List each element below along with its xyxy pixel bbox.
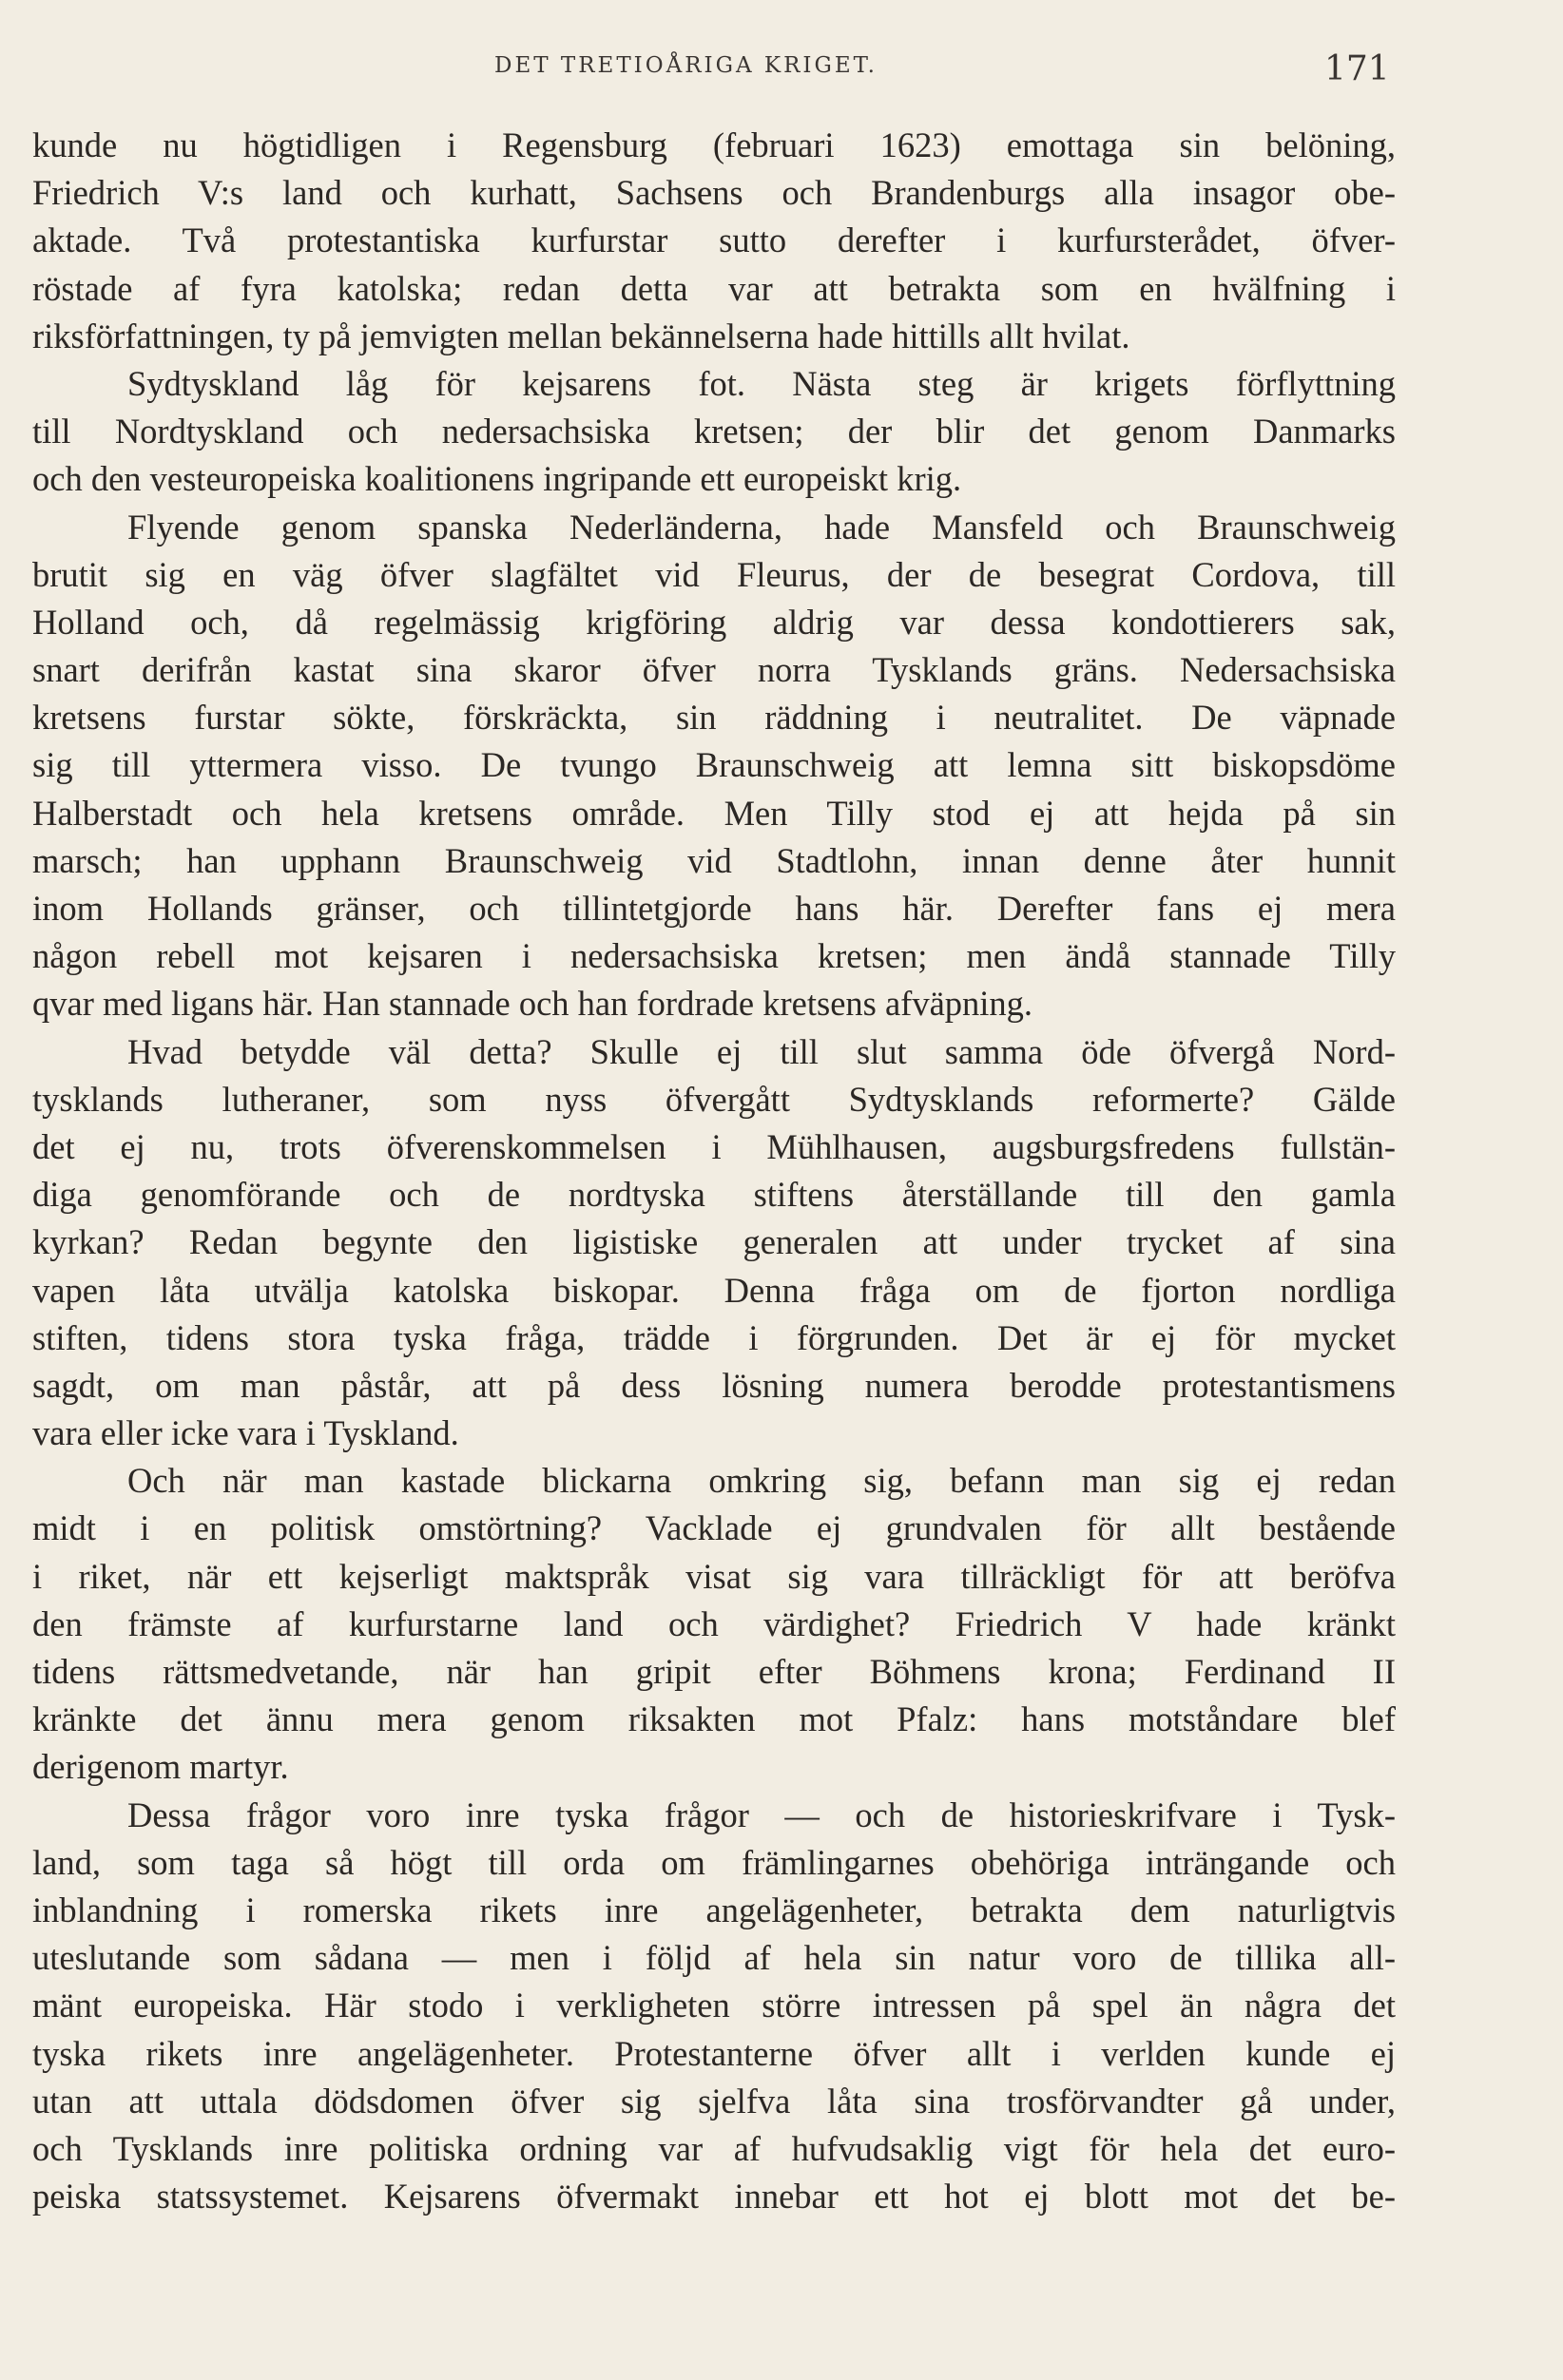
text-line: vara eller icke vara i Tyskland.: [32, 1413, 459, 1453]
text-line: brutit sig en väg öfver slagfältet vid Fleurus, der de besegrat Cordova, till: [32, 554, 1396, 594]
text-line: kränkte det ännu mera genom riksakten mot Pfalz: hans motståndare blef: [32, 1699, 1396, 1739]
text-line: till Nordtyskland och nedersachsiska kretsen; der blir det genom Danmarks: [32, 412, 1396, 451]
text-line: kretsens furstar sökte, förskräckta, sin räddning i neutralitet. De väpnade: [32, 698, 1396, 738]
text-line: vapen låta utvälja katolska biskopar. Denna fråga om de fjorton nordliga: [32, 1270, 1396, 1310]
body-text: [32, 122, 1396, 2220]
text-line: inblandning i romerska rikets inre angelägenheter, betrakta dem naturligtvis: [32, 1890, 1396, 1929]
text-line: mänt europeiska. Här stodo i verkligheten större intressen på spel än några det: [32, 1986, 1396, 2025]
text-line: det ej nu, trots öfverenskommelsen i Mühlhausen, augsburgsfredens fullstän-: [32, 1126, 1396, 1166]
text-line: utan att uttala dödsdomen öfver sig sjelfva låta sina trosförvandter gå under,: [32, 2081, 1396, 2121]
text-line: Sydtyskland låg för kejsarens fot. Nästa steg är krigets förflyttning: [127, 363, 1396, 403]
text-line: och Tysklands inre politiska ordning var af hufvudsaklig vigt för hela det euro-: [32, 2128, 1396, 2168]
text-line: kyrkan? Redan begynte den ligistiske generalen att under trycket af sina: [32, 1222, 1396, 1262]
text-line: sig till yttermera visso. De tvungo Braunschweig att lemna sitt biskopsdöme: [32, 745, 1396, 785]
text-line: tysklands lutheraner, som nyss öfvergått Sydtysklands reformerte? Gälde: [32, 1079, 1396, 1119]
text-line: diga genomförande och de nordtyska stiftens återställande till den gamla: [32, 1175, 1396, 1215]
text-line: röstade af fyra katolska; redan detta var att betrakta som en hvälfning i: [32, 268, 1396, 308]
text-line: sagdt, om man påstår, att på dess lösning numera berodde protestantismens: [32, 1365, 1396, 1405]
text-line: uteslutande som sådana — men i följd af hela sin natur voro de tillika all-: [32, 1938, 1396, 1978]
text-line: derigenom martyr.: [32, 1747, 289, 1787]
text-line: tidens rättsmedvetande, när han gripit efter Böhmens krona; Ferdinand II: [32, 1652, 1396, 1691]
text-line: Holland och, då regelmässig krigföring aldrig var dessa kondottierers sak,: [32, 602, 1396, 642]
running-head: [0, 49, 1563, 97]
text-line: i riket, när ett kejserligt maktspråk visat sig vara tillräckligt för att beröfva: [32, 1556, 1396, 1596]
page-number: 171: [1324, 49, 1390, 88]
text-line: Friedrich V:s land och kurhatt, Sachsens och Brandenburgs alla insagor obe-: [32, 173, 1396, 213]
text-line: land, som taga så högt till orda om främlingarnes obehöriga inträngande och: [32, 1842, 1396, 1882]
text-line: marsch; han upphann Braunschweig vid Stadtlohn, innan denne åter hunnit: [32, 840, 1396, 880]
text-line: riksförfattningen, ty på jemvigten mellan bekännelserna hade hittills allt hvilat.: [32, 316, 1130, 355]
text-line: kunde nu högtidligen i Regensburg (februari 1623) emottaga sin belöning,: [32, 125, 1396, 164]
text-line: tyska rikets inre angelägenheter. Protestanterne öfver allt i verlden kunde ej: [32, 2033, 1396, 2073]
text-line: midt i en politisk omstörtning? Vacklade ej grundvalen för allt bestående: [32, 1508, 1396, 1548]
text-line: Och när man kastade blickarna omkring sig, befann man sig ej redan: [127, 1461, 1396, 1501]
text-line: någon rebell mot kejsaren i nedersachsiska kretsen; men ändå stannade Tilly: [32, 936, 1396, 976]
text-line: qvar med ligans här. Han stannade och han fordrade kretsens afväpning.: [32, 984, 1033, 1024]
text-line: aktade. Två protestantiska kurfurstar sutto derefter i kurfursterådet, öfver-: [32, 221, 1396, 260]
text-line: peiska statssystemet. Kejsarens öfvermakt innebar ett hot ej blott mot det be-: [32, 2177, 1396, 2217]
text-line: inom Hollands gränser, och tillintetgjorde hans här. Derefter fans ej mera: [32, 889, 1396, 928]
text-line: den främste af kurfurstarne land och värdighet? Friedrich V hade kränkt: [32, 1603, 1396, 1643]
text-line: Dessa frågor voro inre tyska frågor — och de historieskrifvare i Tysk-: [127, 1795, 1396, 1834]
text-line: och den vesteuropeiska koalitionens ingripande ett europeiskt krig.: [32, 459, 962, 499]
text-line: Hvad betydde väl detta? Skulle ej till slut samma öde öfvergå Nord-: [127, 1031, 1396, 1071]
text-line: Flyende genom spanska Nederländerna, hade Mansfeld och Braunschweig: [127, 507, 1396, 547]
text-line: stiften, tidens stora tyska fråga, trädde i förgrunden. Det är ej för mycket: [32, 1317, 1396, 1357]
text-line: snart derifrån kastat sina skaror öfver norra Tysklands gräns. Nedersachsiska: [32, 650, 1396, 690]
running-title: DET TRETIOÅRIGA KRIGET.: [494, 53, 878, 78]
text-line: Halberstadt och hela kretsens område. Men Tilly stod ej att hejda på sin: [32, 793, 1396, 833]
